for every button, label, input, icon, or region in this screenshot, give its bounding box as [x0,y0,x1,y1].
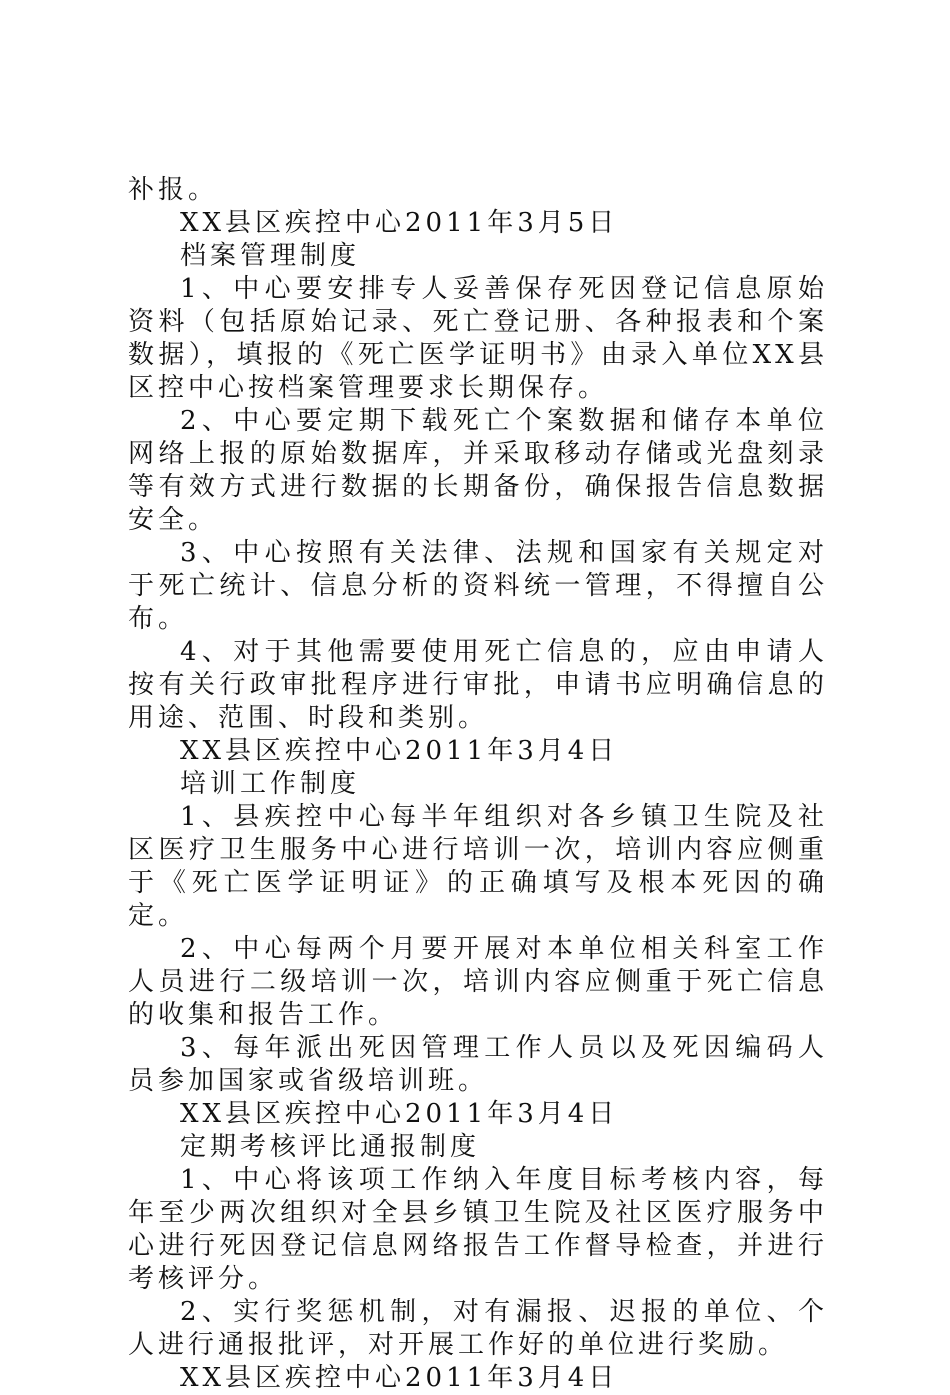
section-heading-training: 培训工作制度 [180,769,361,799]
date-line: XX县区疾控中心2011年3月5日 [180,208,619,238]
paragraph-continuation: 补报。 [128,175,219,205]
paragraph-item: 4、对于其他需要使用死亡信息的，应由申请人按有关行政审批程序进行审批，申请书应明确信息的用途、范围、时段和类别。 [128,637,828,733]
paragraph-item: 3、每年派出死因管理工作人员以及死因编码人员参加国家或省级培训班。 [128,1033,828,1096]
paragraph-item: 1、中心将该项工作纳入年度目标考核内容，每年至少两次组织对全县乡镇卫生院及社区医疗服务中心进行死因登记信息网络报告工作督导检查，并进行考核评分。 [128,1165,828,1294]
document-body [128,174,828,1395]
paragraph-item: 1、县疾控中心每半年组织对各乡镇卫生院及社区医疗卫生服务中心进行培训一次，培训内容应侧重于《死亡医学证明证》的正确填写及根本死因的确定。 [128,802,828,931]
paragraph-item: 2、实行奖惩机制，对有漏报、迟报的单位、个人进行通报批评，对开展工作好的单位进行奖励。 [128,1297,828,1360]
paragraph-item: 2、中心每两个月要开展对本单位相关科室工作人员进行二级培训一次，培训内容应侧重于死亡信息的收集和报告工作。 [128,934,828,1030]
paragraph-item: 3、中心按照有关法律、法规和国家有关规定对于死亡统计、信息分析的资料统一管理，不得擅自公布。 [128,538,828,634]
date-line: XX县区疾控中心2011年3月4日 [180,736,619,766]
section-heading-archive: 档案管理制度 [180,241,361,271]
paragraph-item: 1、中心要安排专人妥善保存死因登记信息原始资料（包括原始记录、死亡登记册、各种报表和个案数据），填报的《死亡医学证明书》由录入单位XX县区控中心按档案管理要求长期保存。 [128,274,828,403]
paragraph-item: 2、中心要定期下载死亡个案数据和储存本单位网络上报的原始数据库，并采取移动存储或光盘刻录等有效方式进行数据的长期备份，确保报告信息数据安全。 [128,406,828,535]
section-heading-assessment: 定期考核评比通报制度 [180,1132,481,1162]
date-line: XX县区疾控中心2011年3月4日 [180,1099,619,1129]
date-line: XX县区疾控中心2011年3月4日 [180,1363,619,1393]
